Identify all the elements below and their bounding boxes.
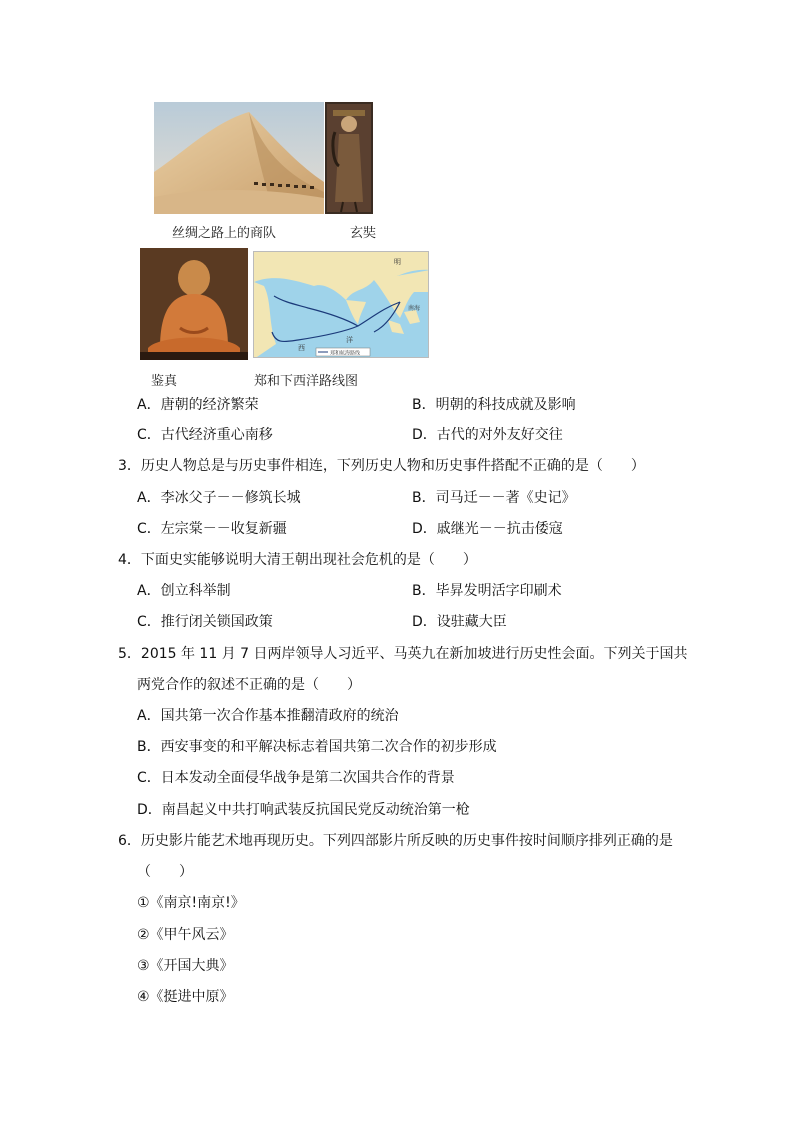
q6-stem-line1: 6．历史影片能艺术地再现历史。下列四部影片所反映的历史事件按时间顺序排列正确的是 — [118, 833, 673, 849]
q4-option-d: D．设驻藏大臣 — [412, 614, 507, 630]
q5-stem-line2: 两党合作的叙述不正确的是（ ） — [137, 677, 361, 693]
q6-item-3: ③《开国大典》 — [137, 958, 234, 974]
q3-option-d: D．戚继光－－抗击倭寇 — [412, 521, 563, 537]
q2-option-a: A．唐朝的经济繁荣 — [137, 397, 259, 413]
xuanzang-caption: 玄奘 — [350, 226, 377, 241]
map-label-yang: 洋 — [346, 336, 353, 344]
q4-option-b: B．毕昇发明活字印刷术 — [412, 583, 562, 599]
xuanzang-painting-image — [325, 102, 373, 214]
map-label-nanhai: 南海 — [408, 305, 421, 312]
jianzhen-caption: 鉴真 — [151, 374, 178, 389]
q2-option-c: C．古代经济重心南移 — [137, 427, 273, 443]
caravan-caption: 丝绸之路上的商队 — [172, 226, 277, 241]
zhenghe-route-map-image — [253, 251, 429, 358]
q5-option-b: B．西安事变的和平解决标志着国共第二次合作的初步形成 — [137, 739, 497, 755]
map-label-xi: 西 — [298, 344, 305, 352]
q6-item-1: ①《南京!南京!》 — [137, 895, 245, 911]
silk-road-caravan-image — [154, 102, 324, 214]
zhenghe-caption: 郑和下西洋路线图 — [254, 374, 359, 389]
q2-option-d: D．古代的对外友好交往 — [412, 427, 563, 443]
q4-stem: 4．下面史实能够说明大清王朝出现社会危机的是（ ） — [118, 552, 477, 568]
q5-stem-line1: 5．2015 年 11 月 7 日两岸领导人习近平、马英九在新加坡进行历史性会面。下列关于国共 — [118, 646, 688, 662]
map-legend-label: 郑和航海路线 — [330, 350, 361, 357]
q4-option-a: A．创立科举制 — [137, 583, 231, 599]
q3-option-c: C．左宗棠－－收复新疆 — [137, 521, 287, 537]
q3-option-b: B．司马迁－－著《史记》 — [412, 490, 576, 506]
q5-option-a: A．国共第一次合作基本推翻清政府的统治 — [137, 708, 399, 724]
q5-option-d: D．南昌起义中共打响武装反抗国民党反动统治第一枪 — [137, 802, 470, 818]
q6-item-4: ④《挺进中原》 — [137, 989, 234, 1005]
q3-option-a: A．李冰父子－－修筑长城 — [137, 490, 301, 506]
q6-item-2: ②《甲午风云》 — [137, 927, 234, 943]
q2-option-b: B．明朝的科技成就及影响 — [412, 397, 576, 413]
q6-stem-line2: （ ） — [137, 864, 193, 880]
q3-stem: 3．历史人物总是与历史事件相连，下列历史人物和历史事件搭配不正确的是（ ） — [118, 458, 645, 474]
q4-option-c: C．推行闭关锁国政策 — [137, 614, 273, 630]
map-label-ming: 明 — [394, 258, 401, 266]
q5-option-c: C．日本发动全面侵华战争是第二次国共合作的背景 — [137, 770, 455, 786]
jianzhen-statue-image — [140, 248, 248, 360]
